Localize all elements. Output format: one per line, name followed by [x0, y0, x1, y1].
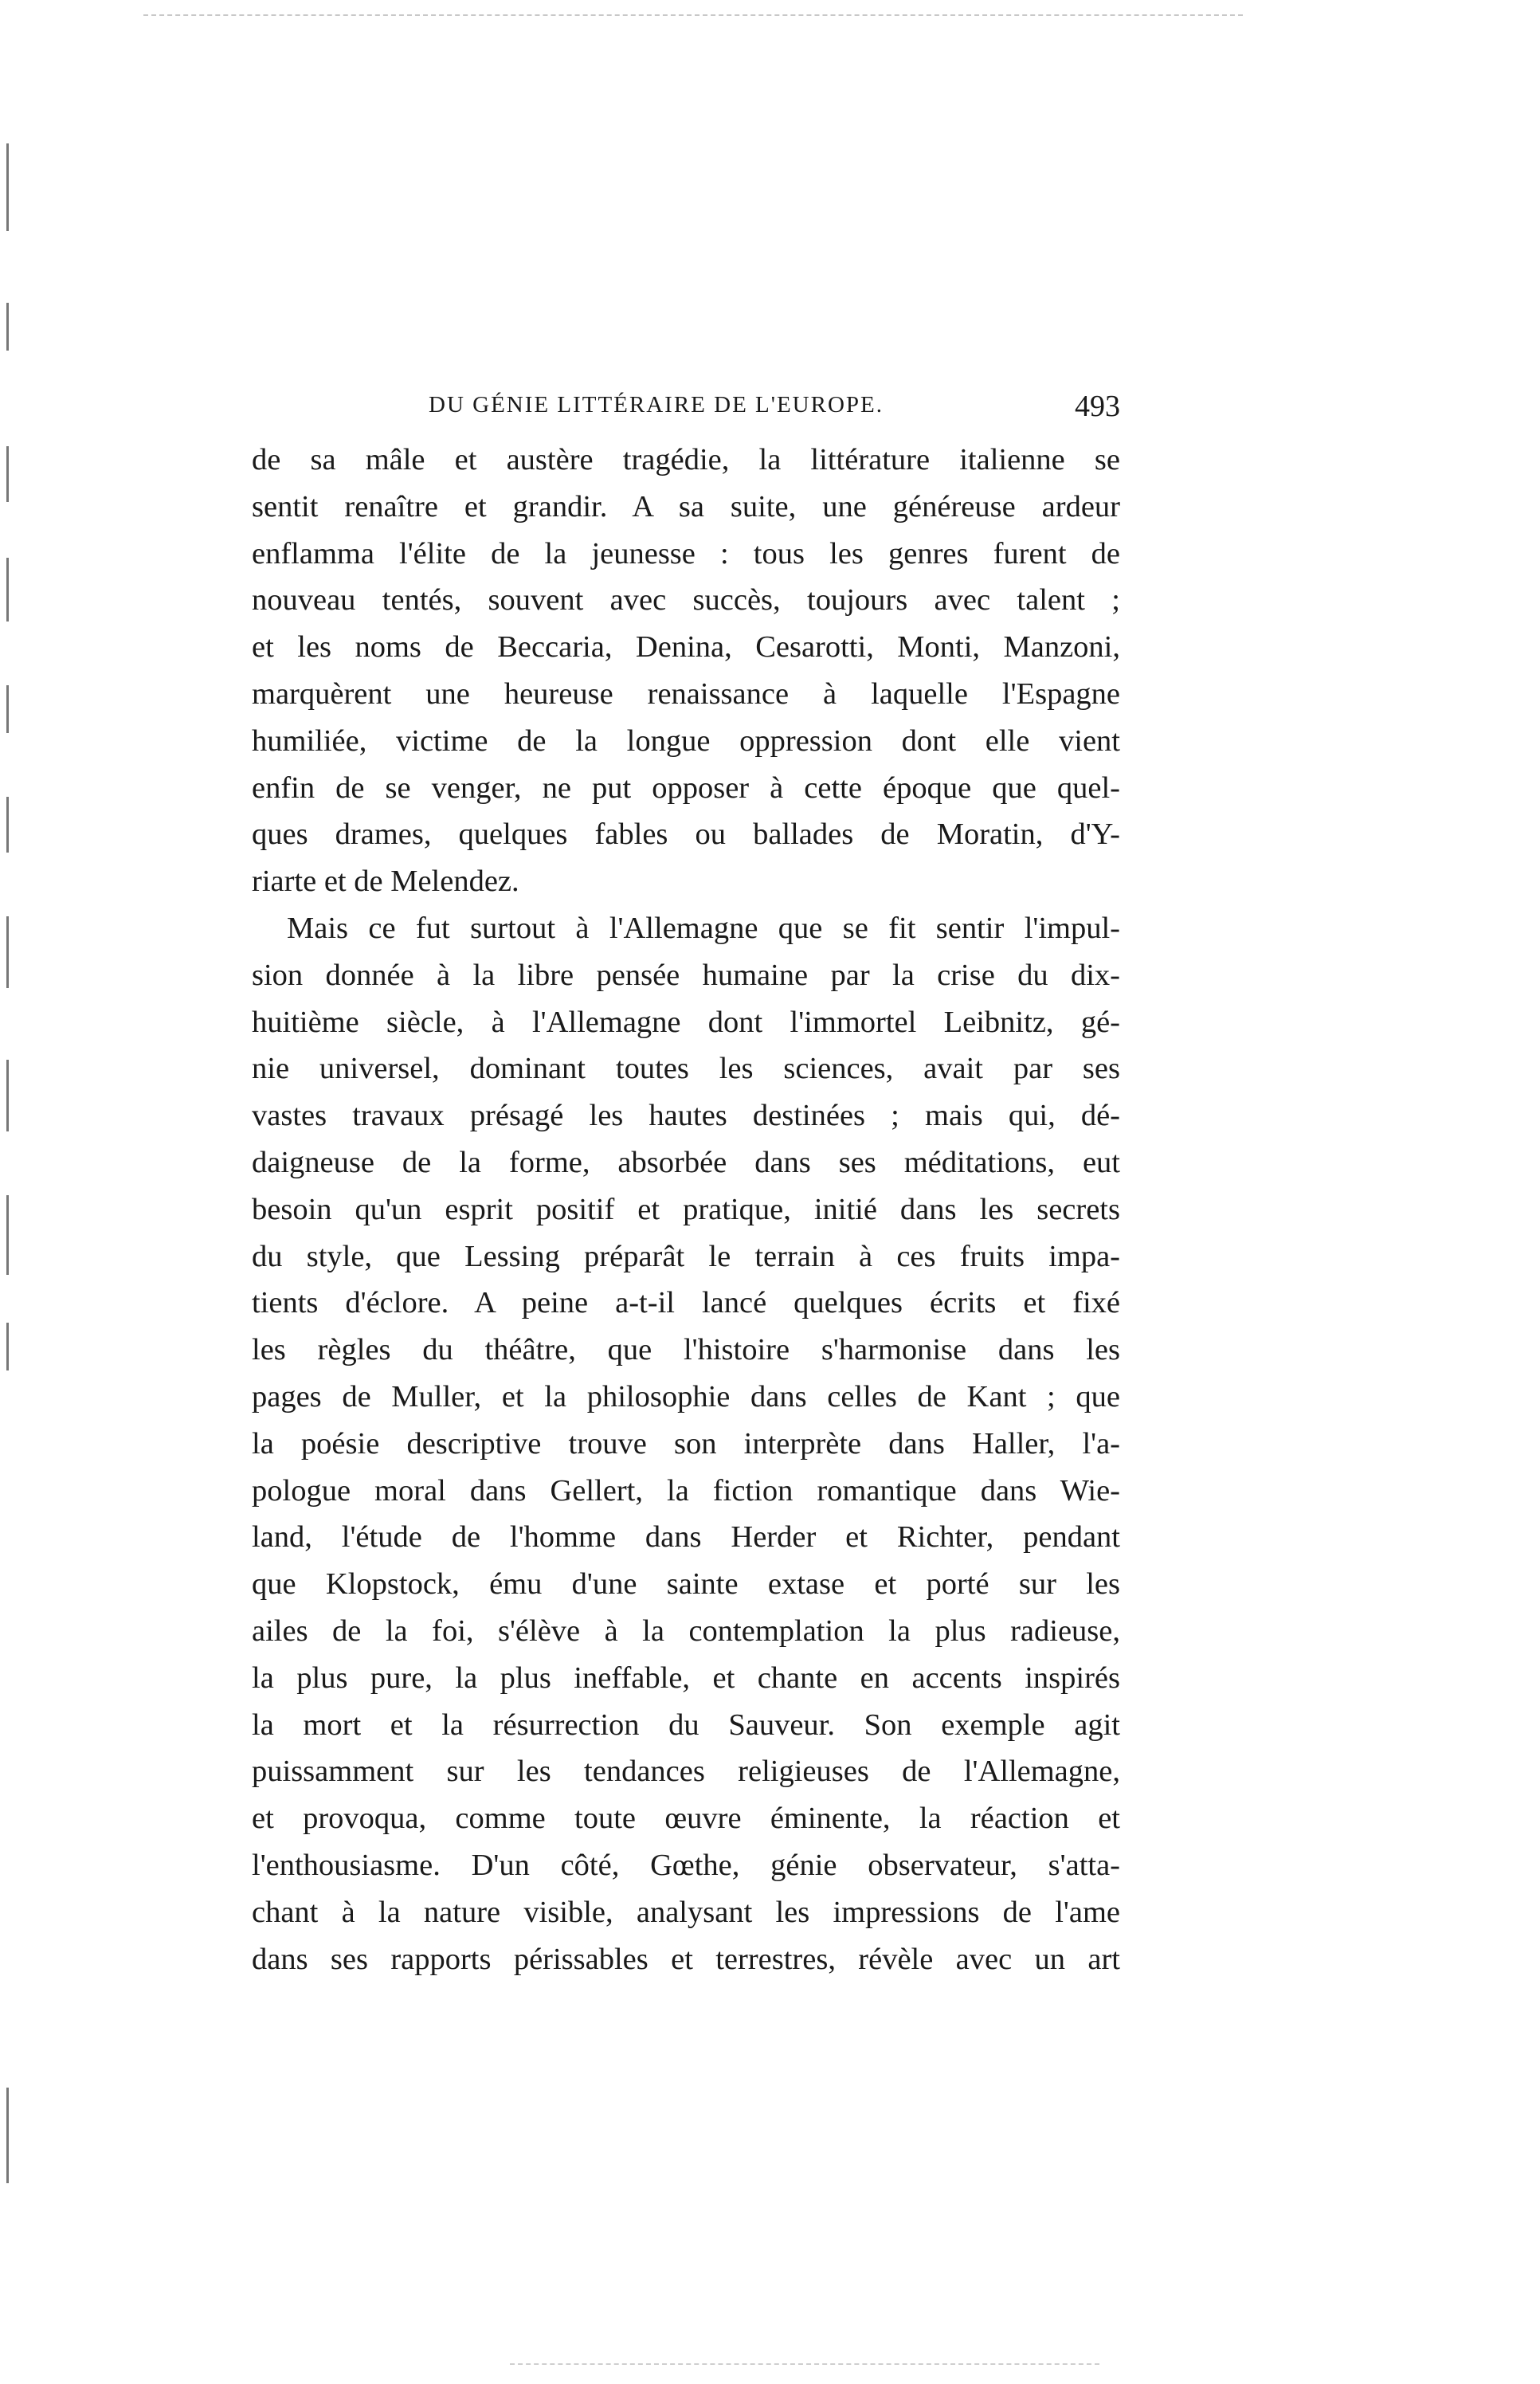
text-line: huitième siècle, à l'Allemagne dont l'immortel Leibnitz, gé-	[252, 1005, 1120, 1039]
margin-scan-mark	[6, 685, 9, 733]
text-line: que Klopstock, ému d'une sainte extase et porté sur les	[252, 1567, 1120, 1602]
text-line: humiliée, victime de la longue oppression dont elle vient	[252, 723, 1120, 758]
text-line: pages de Muller, et la philosophie dans celles de Kant ; que	[252, 1379, 1120, 1414]
text-line: sion donnée à la libre pensée humaine par la crise du dix-	[252, 958, 1120, 992]
text-line: marquèrent une heureuse renaissance à laquelle l'Espagne	[252, 676, 1120, 711]
text-line: l'enthousiasme. D'un côté, Gœthe, génie observateur, s'atta-	[252, 1848, 1120, 1882]
text-line: de sa mâle et austère tragédie, la littérature italienne se	[252, 443, 1120, 476]
text-line: nie universel, dominant toutes les sciences, avait par ses	[252, 1052, 1120, 1086]
text-line: vastes travaux présagé les hautes destinées ; mais qui, dé-	[252, 1099, 1120, 1133]
text-line: nouveau tentés, souvent avec succès, toujours avec talent ;	[252, 583, 1120, 618]
text-line: dans ses rapports périssables et terrestres, révèle avec un art	[252, 1942, 1120, 1976]
text-line: puissamment sur les tendances religieuses de l'Allemagne,	[252, 1755, 1120, 1789]
text-line: et les noms de Beccaria, Denina, Cesarotti, Monti, Manzoni,	[252, 630, 1120, 665]
text-line: la plus pure, la plus ineffable, et chante en accents inspirés	[252, 1661, 1120, 1695]
text-line: les règles du théâtre, que l'histoire s'harmonise dans les	[252, 1333, 1120, 1367]
margin-scan-mark	[6, 558, 9, 621]
text-line: besoin qu'un esprit positif et pratique, initié dans les secrets	[252, 1192, 1120, 1226]
margin-scan-mark	[6, 446, 9, 502]
text-line: ailes de la foi, s'élève à la contemplation la plus radieuse,	[252, 1614, 1120, 1648]
body-text	[252, 437, 1120, 1982]
margin-scan-mark	[6, 916, 9, 988]
margin-scan-mark	[6, 303, 9, 351]
margin-scan-mark	[6, 797, 9, 853]
text-line: du style, que Lessing préparât le terrain à ces fruits impa-	[252, 1239, 1120, 1273]
text-line: la mort et la résurrection du Sauveur. Son exemple agit	[252, 1708, 1120, 1742]
paragraph-end-line: riarte et de Melendez.	[252, 865, 519, 899]
paragraph-start-line: Mais ce fut surtout à l'Allemagne que se fit sentir l'impul-	[287, 911, 1120, 945]
running-head	[252, 389, 1120, 429]
text-line: et provoqua, comme toute œuvre éminente, la réaction et	[252, 1802, 1120, 1836]
margin-scan-mark	[6, 1323, 9, 1370]
running-title: DU GÉNIE LITTÉRAIRE DE L'EUROPE.	[429, 392, 884, 418]
text-line: daigneuse de la forme, absorbée dans ses méditations, eut	[252, 1145, 1120, 1179]
text-line: enfin de se venger, ne put opposer à cette époque que quel-	[252, 770, 1120, 805]
margin-scan-mark	[6, 1195, 9, 1275]
text-line: chant à la nature visible, analysant les impressions de l'ame	[252, 1895, 1120, 1929]
text-line: enflamma l'élite de la jeunesse : tous les genres furent de	[252, 536, 1120, 571]
text-line: la poésie descriptive trouve son interprète dans Haller, l'a-	[252, 1426, 1120, 1461]
page-number: 493	[1075, 390, 1120, 423]
text-line: tients d'éclore. A peine a-t-il lancé quelques écrits et fixé	[252, 1286, 1120, 1320]
text-line: pologue moral dans Gellert, la fiction romantique dans Wie-	[252, 1473, 1120, 1508]
margin-scan-mark	[6, 2088, 9, 2183]
text-line: ques drames, quelques fables ou ballades de Moratin, d'Y-	[252, 818, 1120, 852]
margin-scan-mark	[6, 1060, 9, 1131]
text-line: land, l'étude de l'homme dans Herder et Richter, pendant	[252, 1520, 1120, 1555]
scan-edge-bottom	[510, 2363, 1099, 2365]
margin-scan-mark	[6, 143, 9, 231]
scan-edge-top	[143, 14, 1243, 16]
text-line: sentit renaître et grandir. A sa suite, une généreuse ardeur	[252, 489, 1120, 523]
